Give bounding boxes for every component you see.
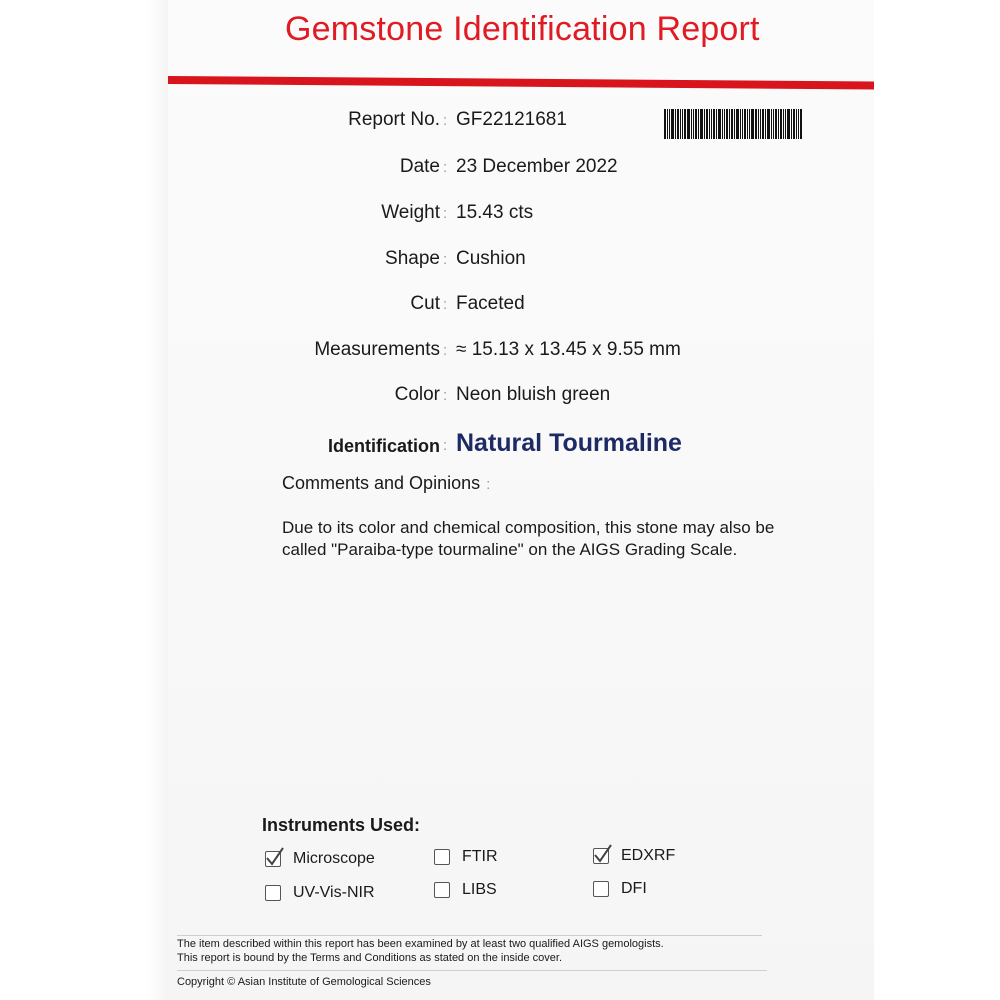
field-value: ≈ 15.13 x 13.45 x 9.55 mm bbox=[456, 339, 681, 360]
checkbox[interactable] bbox=[265, 851, 281, 867]
barcode-bar bbox=[740, 109, 741, 139]
identification-label: Identification bbox=[328, 436, 440, 456]
barcode-bar bbox=[716, 109, 717, 139]
barcode-bar bbox=[751, 109, 754, 139]
instruments-heading: Instruments Used: bbox=[262, 815, 421, 835]
field-cut bbox=[0, 293, 1000, 323]
barcode-bar bbox=[793, 109, 795, 139]
barcode-bar bbox=[718, 109, 721, 139]
field-value: Neon bluish green bbox=[456, 384, 611, 405]
field-shape bbox=[0, 248, 1000, 278]
barcode-bar bbox=[800, 109, 802, 139]
field-colon: : bbox=[443, 112, 448, 129]
barcode-bar bbox=[783, 109, 784, 139]
footer-rule-bottom bbox=[177, 970, 767, 971]
field-date bbox=[0, 156, 1000, 186]
instrument-label: DFI bbox=[621, 880, 647, 897]
field-colon: : bbox=[443, 437, 448, 454]
barcode-bar bbox=[709, 109, 710, 139]
barcode-bar bbox=[798, 109, 799, 139]
barcode-bar bbox=[711, 109, 712, 139]
barcode-bar bbox=[704, 109, 705, 139]
barcode-bar bbox=[687, 109, 690, 139]
checkbox[interactable] bbox=[593, 848, 609, 864]
barcode-bar bbox=[796, 109, 797, 139]
instrument-label: Microscope bbox=[293, 850, 375, 867]
barcode bbox=[664, 109, 860, 139]
barcode-bar bbox=[758, 109, 759, 139]
barcode-bar bbox=[700, 109, 703, 139]
barcode-bar bbox=[755, 109, 757, 139]
background-left bbox=[0, 0, 168, 1000]
barcode-bar bbox=[773, 109, 774, 139]
field-label: Color bbox=[394, 384, 440, 405]
barcode-bar bbox=[724, 109, 725, 139]
field-colon: : bbox=[443, 251, 448, 268]
barcode-bar bbox=[787, 109, 790, 139]
field-label: Shape bbox=[385, 248, 440, 269]
barcode-bar bbox=[695, 109, 697, 139]
field-color bbox=[0, 384, 1000, 414]
barcode-bar bbox=[778, 109, 779, 139]
barcode-bar bbox=[669, 109, 670, 139]
barcode-bar bbox=[771, 109, 772, 139]
instrument-label: FTIR bbox=[462, 848, 498, 865]
field-identification bbox=[0, 429, 1000, 464]
report-title: Gemstone Identification Report bbox=[285, 10, 760, 48]
barcode-bar bbox=[775, 109, 777, 139]
comments-colon: : bbox=[486, 476, 491, 493]
barcode-bar bbox=[734, 109, 735, 139]
barcode-bar bbox=[726, 109, 728, 139]
checkmark-icon bbox=[593, 843, 613, 865]
field-colon: : bbox=[443, 342, 448, 359]
barcode-bar bbox=[791, 109, 792, 139]
field-label: Weight bbox=[381, 202, 440, 223]
barcode-bar bbox=[693, 109, 694, 139]
identification-value: Natural Tourmaline bbox=[456, 429, 682, 457]
barcode-bar bbox=[713, 109, 715, 139]
barcode-bar bbox=[729, 109, 730, 139]
field-colon: : bbox=[443, 387, 448, 404]
checkbox[interactable] bbox=[434, 882, 450, 898]
checkbox[interactable] bbox=[434, 849, 450, 865]
barcode-bar bbox=[765, 109, 766, 139]
field-colon: : bbox=[443, 159, 448, 176]
barcode-bar bbox=[677, 109, 679, 139]
barcode-bar bbox=[706, 109, 708, 139]
comments-heading-label: Comments and Opinions bbox=[282, 473, 481, 493]
comments-text: Due to its color and chemical composition, this stone may also be called "Paraiba-type tourmaline" on the AIGS Grading Scale. bbox=[282, 518, 775, 559]
field-label: Measurements bbox=[314, 339, 440, 360]
footer-rule-top bbox=[177, 935, 762, 936]
footer-note-line2: This report is bound by the Terms and Conditions as stated on the inside cover. bbox=[177, 952, 563, 964]
barcode-bar bbox=[749, 109, 750, 139]
barcode-bar bbox=[691, 109, 692, 139]
field-colon: : bbox=[443, 296, 448, 313]
barcode-bar bbox=[785, 109, 786, 139]
checkbox[interactable] bbox=[593, 881, 609, 897]
footer-note-line1: The item described within this report has been examined by at least two qualified AIGS gemologists. bbox=[177, 938, 664, 950]
barcode-bar bbox=[736, 109, 739, 139]
barcode-bar bbox=[747, 109, 748, 139]
comments-heading bbox=[282, 473, 490, 494]
copyright: Copyright © Asian Institute of Gemological Sciences bbox=[177, 976, 431, 988]
barcode-bar bbox=[667, 109, 668, 139]
barcode-bar bbox=[698, 109, 699, 139]
barcode-bar bbox=[767, 109, 770, 139]
field-value: Faceted bbox=[456, 293, 525, 314]
barcode-bar bbox=[722, 109, 723, 139]
instrument-label: LIBS bbox=[462, 881, 497, 898]
field-label: Cut bbox=[410, 293, 440, 314]
checkmark-icon bbox=[265, 846, 285, 868]
field-value: GF22121681 bbox=[456, 109, 567, 130]
field-label: Date bbox=[399, 156, 440, 177]
barcode-bar bbox=[780, 109, 782, 139]
barcode-bar bbox=[762, 109, 764, 139]
field-measurements bbox=[0, 339, 1000, 369]
field-value: Cushion bbox=[456, 248, 526, 269]
field-weight bbox=[0, 202, 1000, 232]
checkbox[interactable] bbox=[265, 885, 281, 901]
field-label: Report No. bbox=[348, 109, 440, 130]
field-value: 23 December 2022 bbox=[456, 156, 618, 177]
barcode-bar bbox=[682, 109, 683, 139]
instrument-label: EDXRF bbox=[621, 847, 676, 864]
barcode-bar bbox=[731, 109, 733, 139]
background-right bbox=[874, 0, 1000, 1000]
instrument-label: UV-Vis-NIR bbox=[293, 884, 375, 901]
barcode-bar bbox=[675, 109, 676, 139]
field-colon: : bbox=[443, 205, 448, 222]
field-value: 15.43 cts bbox=[456, 202, 534, 223]
barcode-bar bbox=[664, 109, 666, 139]
barcode-bar bbox=[671, 109, 674, 139]
barcode-bar bbox=[760, 109, 761, 139]
barcode-bar bbox=[742, 109, 743, 139]
barcode-bar bbox=[744, 109, 746, 139]
barcode-bar bbox=[680, 109, 681, 139]
barcode-bar bbox=[684, 109, 686, 139]
